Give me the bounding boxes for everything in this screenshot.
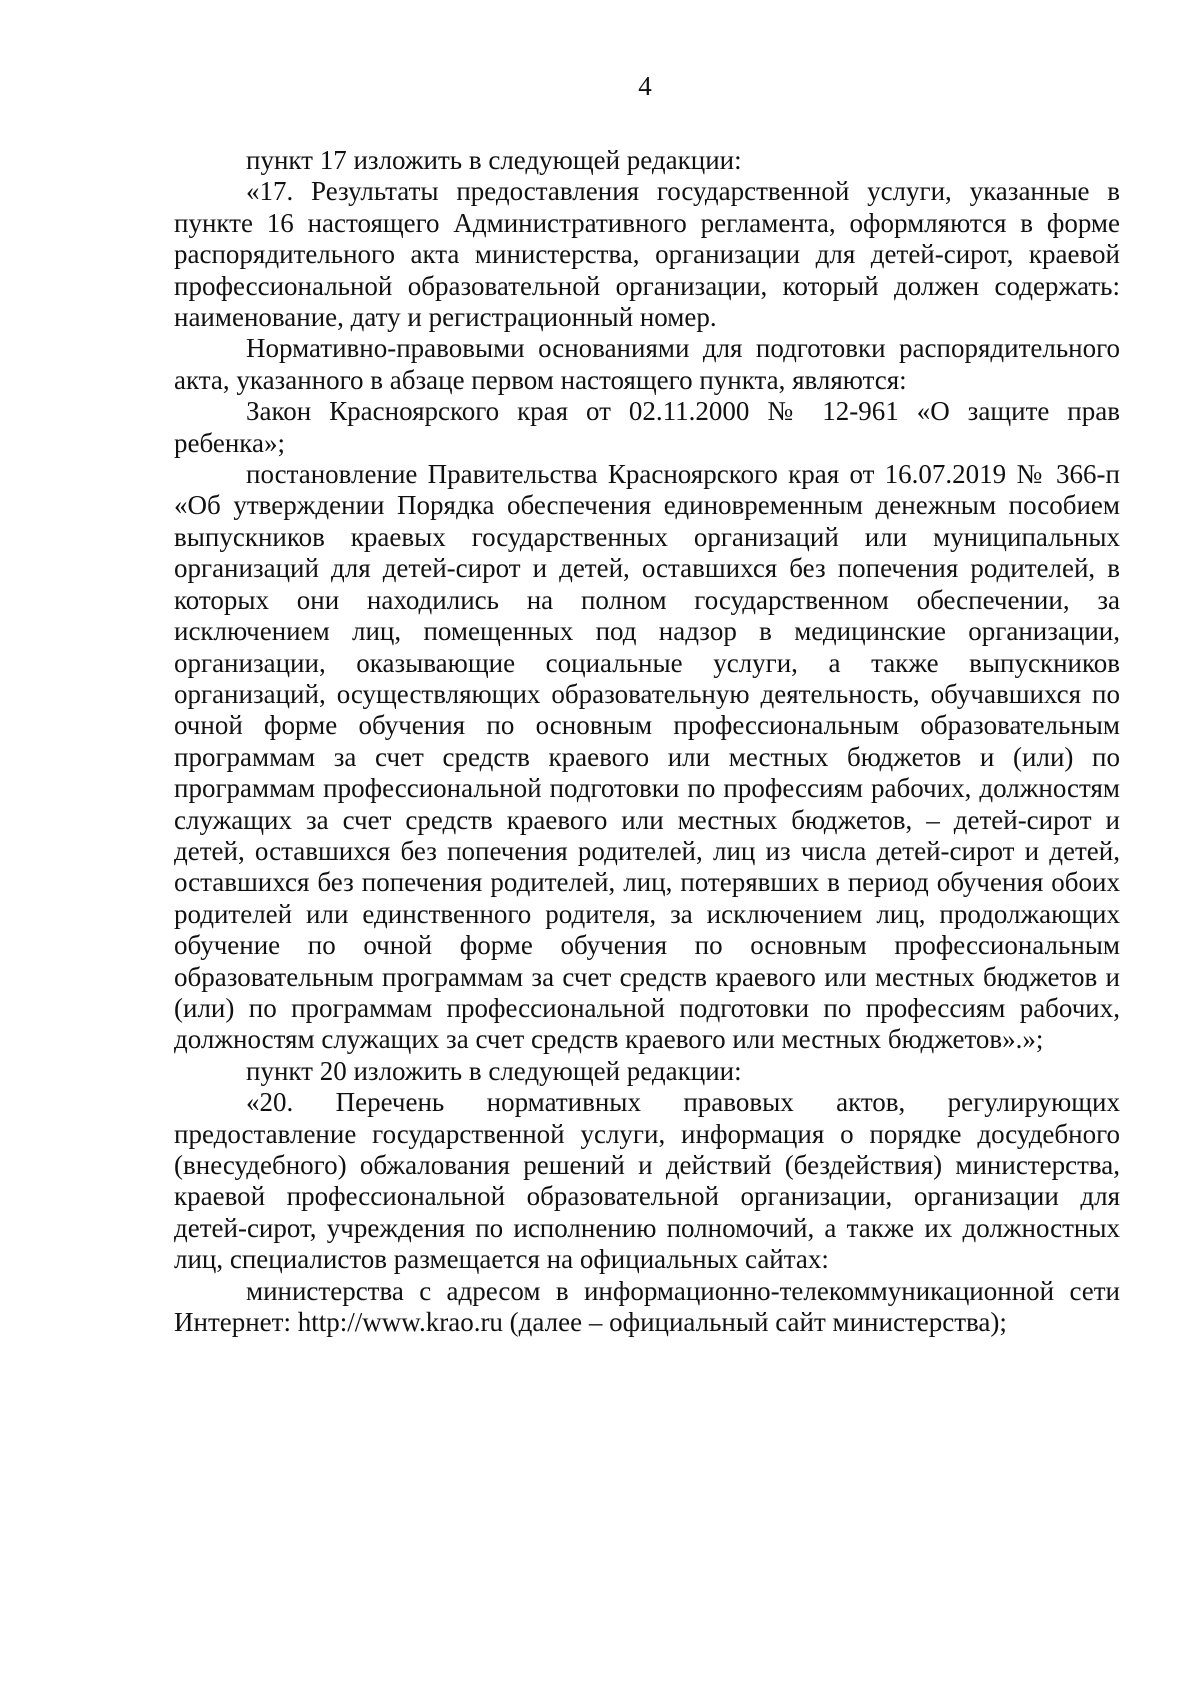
paragraph-resolution-reference: постановление Правительства Красноярского края от 16.07.2019 № 366-п «Об утверждении Порядка обеспечения единовременным денежным пособием выпускников краевых государственных организаций или муниципальных организаций для детей-сирот и детей, оставшихся без попечения родителей, в которых они находились на полном государственном обеспечении, за исключением лиц, помещенных под надзор в медицинские организации, организации, оказывающие социальные услуги, а также выпускников организаций, осуществляющих образовательную деятельность, обучавшихся по очной форме обучения по основным профессиональным образовательным программам за счет средств краевого или местных бюджетов и (или) по программам профессиональной подготовки по профессиям рабочих, должностям служащих за счет средств краевого или местных бюджетов, – детей-сирот и детей, оставшихся без попечения родителей, лиц из числа детей-сирот и детей, оставшихся без попечения родителей, лиц, потерявших в период обучения обоих родителей или единственного родителя, за исключением лиц, продолжающих обучение по очной форме обучения по основным профессиональным образовательным программам за счет средств краевого или местных бюджетов и (или) по программам профессиональной подготовки по профессиям рабочих, должностям служащих за счет средств краевого или местных бюджетов».»; [174, 459, 1120, 1055]
page-number: 4 [638, 71, 652, 101]
paragraph-law-reference: Закон Красноярского края от 02.11.2000 № 12-961 «О защите прав ребенка»; [174, 396, 1120, 458]
paragraph-legal-grounds: Нормативно-правовыми основаниями для подготовки распорядительного акта, указанного в абзаце первом настоящего пункта, являются: [174, 333, 1120, 395]
paragraph-item-17-text: «17. Результаты предоставления государственной услуги, указанные в пункте 16 настоящего Административного регламента, оформляются в форме распорядительного акта министерства, организации для детей-сирот, краевой профессиональной образовательной организации, который должен содержать: наименование, дату и регистрационный номер. [174, 176, 1120, 333]
paragraph-ministry-website: министерства с адресом в информационно-телекоммуникационной сети Интернет: http://www.krao.ru (далее – официальный сайт министерства); [174, 1275, 1120, 1338]
paragraph-item-20-text: «20. Перечень нормативных правовых актов, регулирующих предоставление государственной услуги, информация о порядке досудебного (внесудебного) обжалования решений и действий (бездействия) министерства, краевой профессиональной образовательной организации, организации для детей-сирот, учреждения по исполнению полномочий, а также их должностных лиц, специалистов размещается на официальных сайтах: [174, 1087, 1120, 1275]
document-body [174, 145, 1120, 1338]
paragraph-item-20-intro: пункт 20 изложить в следующей редакции: [246, 1055, 742, 1086]
paragraph-item-17-intro: пункт 17 изложить в следующей редакции: [246, 145, 742, 175]
